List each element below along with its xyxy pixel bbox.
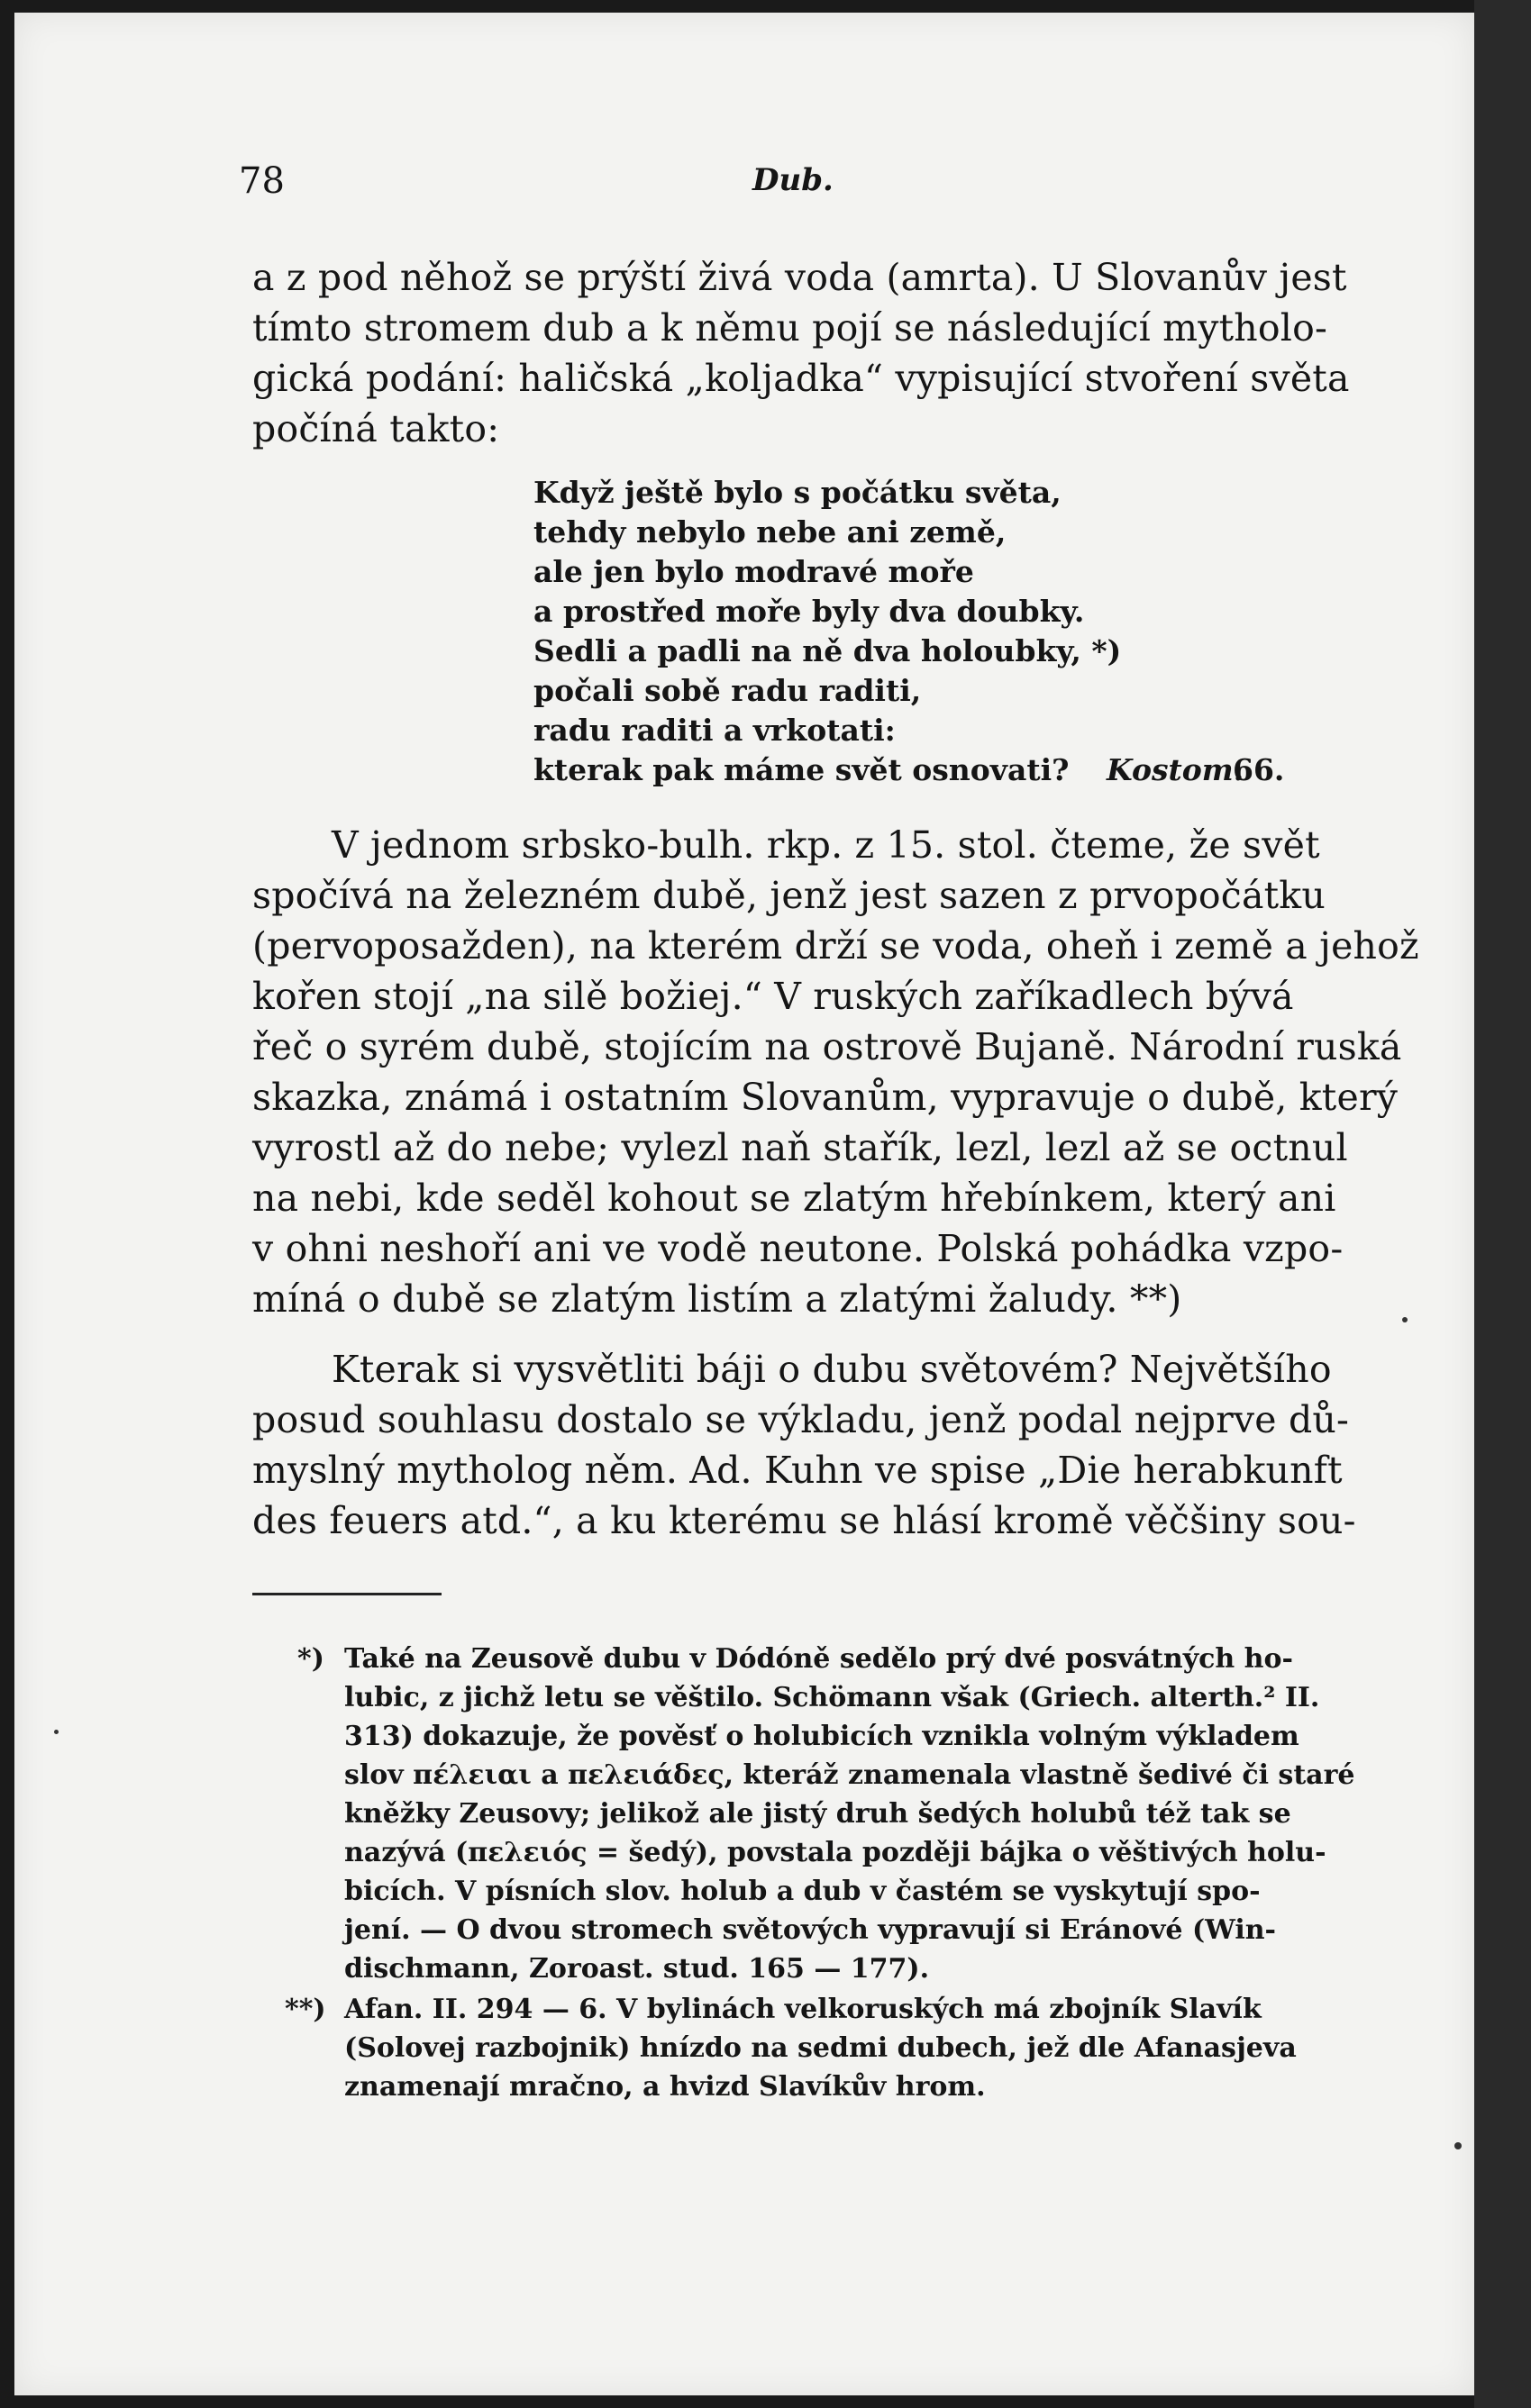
footnote-marker: *) [297, 1643, 324, 1675]
body-line: posud souhlasu dostalo se výkladu, jenž podal nejprve dů- [252, 1398, 1350, 1441]
footnote-line: dischmann, Zoroast. stud. 165 — 177). [344, 1953, 930, 1985]
footnote-line: nazývá (πελειός = šedý), povstala později bájka o věštivých holu- [344, 1837, 1326, 1868]
body-line: V jednom srbsko-bulh. rkp. z 15. stol. čteme, že svět [332, 823, 1320, 867]
footnote-rule [252, 1593, 442, 1595]
body-line: kořen stojí „na silě božiej.“ V ruských zaříkadlech bývá [252, 975, 1294, 1018]
page-number: 78 [239, 160, 285, 202]
poem-citation-author: Kostom. [1107, 752, 1244, 787]
running-title: Dub. [752, 162, 834, 198]
body-line: (pervoposažden), na kterém drží se voda, oheň i země a jehož [252, 924, 1419, 968]
footnote-line: bicích. V písních slov. holub a dub v častém se vyskytují spo- [344, 1876, 1261, 1907]
poem-citation-page: 66. [1233, 752, 1285, 787]
footnote-line: 313) dokazuje, že pověsť o holubicích vznikla volným výkladem [344, 1721, 1299, 1752]
body-line: řeč o syrém dubě, stojícím na ostrově Bujaně. Národní ruská [252, 1025, 1402, 1068]
poem-line: Sedli a padli na ně dva holoubky, *) [533, 633, 1122, 668]
footnote-line: jení. — O dvou stromech světových vypravují si Eránové (Win- [344, 1914, 1276, 1946]
poem-line: tehdy nebylo nebe ani země, [533, 514, 1007, 550]
footnote-line: slov πέλειαι a πελειάδες, kteráž znamenala vlastně šedivé či staré [344, 1759, 1355, 1791]
poem-line: ale jen bylo modravé moře [533, 554, 974, 589]
footnote-marker: **) [285, 1994, 326, 2025]
footnote-line: Afan. II. 294 — 6. V bylinách velkoruských má zbojník Slavík [344, 1994, 1262, 2025]
body-line: myslný mytholog něm. Ad. Kuhn ve spise „Die herabkunft [252, 1449, 1343, 1492]
poem-line: radu raditi a vrkotati: [533, 713, 896, 748]
body-line: tímto stromem dub a k němu pojí se následující mytholo- [252, 306, 1328, 350]
body-line: a z pod něhož se prýští živá voda (amrta). U Slovanův jest [252, 256, 1347, 299]
poem-line: a prostřed moře byly dva doubky. [533, 594, 1085, 629]
poem-line: Když ještě bylo s počátku světa, [533, 475, 1062, 510]
footnote-line: Také na Zeusově dubu v Dódóně sedělo prý dvé posvátných ho- [344, 1643, 1293, 1675]
scan-speck [1454, 2142, 1462, 2149]
page-edge [1474, 0, 1531, 2408]
scan-speck [1402, 1317, 1408, 1322]
body-line: skazka, známá i ostatním Slovanům, vypravuje o dubě, který [252, 1076, 1399, 1119]
body-line: v ohni neshoří ani ve vodě neutone. Polská pohádka vzpo- [252, 1227, 1344, 1270]
body-line: spočívá na železném dubě, jenž jest sazen z prvopočátku [252, 874, 1326, 917]
body-line: gická podání: haličská „koljadka“ vypisující stvoření světa [252, 357, 1350, 400]
footnote-line: (Solovej razbojnik) hnízdo na sedmi dubech, jež dle Afanasjeva [344, 2032, 1297, 2064]
footnote-line: znamenají mračno, a hvizd Slavíkův hrom. [344, 2071, 986, 2103]
poem-line: počali sobě radu raditi, [533, 673, 922, 708]
body-line: na nebi, kde seděl kohout se zlatým hřebínkem, který ani [252, 1177, 1336, 1220]
body-line: des feuers atd.“, a ku kterému se hlásí kromě věčšiny sou- [252, 1499, 1356, 1542]
body-line: míná o dubě se zlatým listím a zlatými žaludy. **) [252, 1277, 1182, 1321]
body-line: vyrostl až do nebe; vylezl naň stařík, lezl, lezl až se octnul [252, 1126, 1348, 1169]
footnote-line: lubic, z jichž letu se věštilo. Schömann však (Griech. alterth.² II. [344, 1682, 1320, 1713]
poem-line: kterak pak máme svět osnovati? [533, 752, 1070, 787]
body-line: Kterak si vysvětliti báji o dubu světovém? Největšího [332, 1348, 1332, 1391]
footnote-line: kněžky Zeusovy; jelikož ale jistý druh šedých holubů též tak se [344, 1798, 1291, 1830]
body-line: počíná takto: [252, 407, 500, 450]
scan-speck [54, 1730, 59, 1734]
